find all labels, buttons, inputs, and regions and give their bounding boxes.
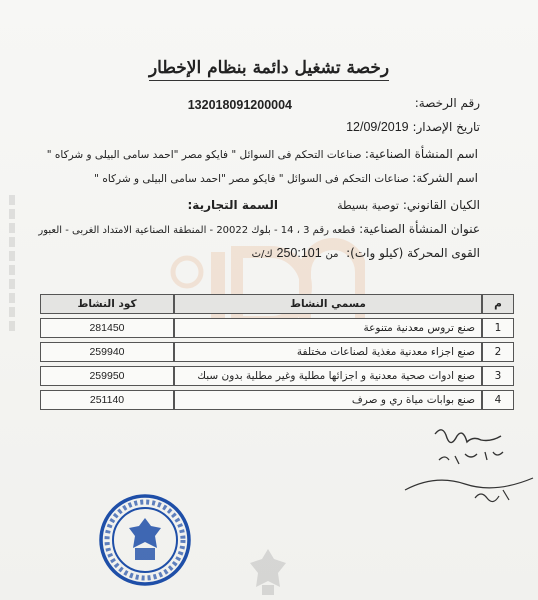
- company-name-label: اسم الشركة:: [412, 171, 478, 185]
- official-stamp: [95, 490, 195, 590]
- company-name-value: صناعات التحكم فى السوائل " فايكو مصر "احمد سامى البيلى و شركاه ": [94, 173, 409, 185]
- side-watermark-text: [2, 190, 22, 340]
- motive-power-row: [252, 246, 480, 260]
- license-number-row: [415, 96, 480, 110]
- facility-name-label: اسم المنشأة الصناعية:: [364, 147, 478, 161]
- row-index: 1: [482, 318, 514, 338]
- address-row: [38, 222, 480, 236]
- table-row: [40, 318, 514, 338]
- issue-date-row: [346, 120, 480, 134]
- row-activity-code: 259940: [40, 342, 174, 362]
- legal-entity-label: الكيان القانوني:: [402, 198, 480, 212]
- row-index: 2: [482, 342, 514, 362]
- row-activity-code: 281450: [40, 318, 174, 338]
- activities-table: [40, 290, 514, 414]
- motive-power-value: 250:101: [276, 246, 322, 260]
- address-value: قطعه رقم 3 ، 14 - بلوك 20022 - المنطقة الصناعية الامتداد الغربى - العبور: [38, 225, 356, 236]
- motive-power-from: من: [325, 249, 339, 260]
- row-activity-name: صنع ادوات صحية معدنية و اجزائها مطلية وغير مطلية بدون سبك: [174, 366, 482, 386]
- table-row: [40, 390, 514, 410]
- trade-name-label: السمة التجارية:: [187, 198, 278, 212]
- table-header-row: [40, 294, 514, 314]
- issue-date-value: 12/09/2019: [346, 120, 409, 134]
- company-name-row: [94, 171, 478, 185]
- license-number-value: 132018091200004: [187, 98, 292, 112]
- facility-name-row: [47, 147, 478, 161]
- handwritten-signature: [395, 420, 535, 510]
- legal-entity-row: [337, 198, 480, 212]
- row-activity-code: 259950: [40, 366, 174, 386]
- table-row: [40, 366, 514, 386]
- header-index: م: [482, 294, 514, 314]
- motive-power-label: القوى المحركة (كيلو وات):: [346, 246, 480, 260]
- table-row: [40, 342, 514, 362]
- row-activity-name: صنع تروس معدنية متنوعة: [174, 318, 482, 338]
- row-activity-name: صنع بوابات مياة ري و صرف: [174, 390, 482, 410]
- document-title: رخصة تشغيل دائمة بنظام الإخطار: [0, 58, 538, 78]
- issue-date-label: تاريخ الإصدار:: [412, 120, 480, 134]
- facility-name-value: صناعات التحكم فى السوائل " فايكو مصر "احمد سامى البيلى و شركاه ": [46, 149, 362, 161]
- license-number-label: رقم الرخصة:: [414, 96, 480, 110]
- row-activity-name: صنع اجزاء معدنية مغذية لصناعات مختلفة: [174, 342, 482, 362]
- header-activity-code: كود النشاط: [40, 294, 174, 314]
- eagle-emblem-icon: [248, 545, 288, 597]
- header-activity-name: مسمي النشاط: [174, 294, 482, 314]
- row-activity-code: 251140: [40, 390, 174, 410]
- row-index: 3: [482, 366, 514, 386]
- legal-entity-value: توصية بسيطة: [337, 199, 399, 212]
- address-label: عنوان المنشأة الصناعية:: [359, 222, 480, 236]
- motive-power-unit: ك/ث: [251, 249, 273, 260]
- row-index: 4: [482, 390, 514, 410]
